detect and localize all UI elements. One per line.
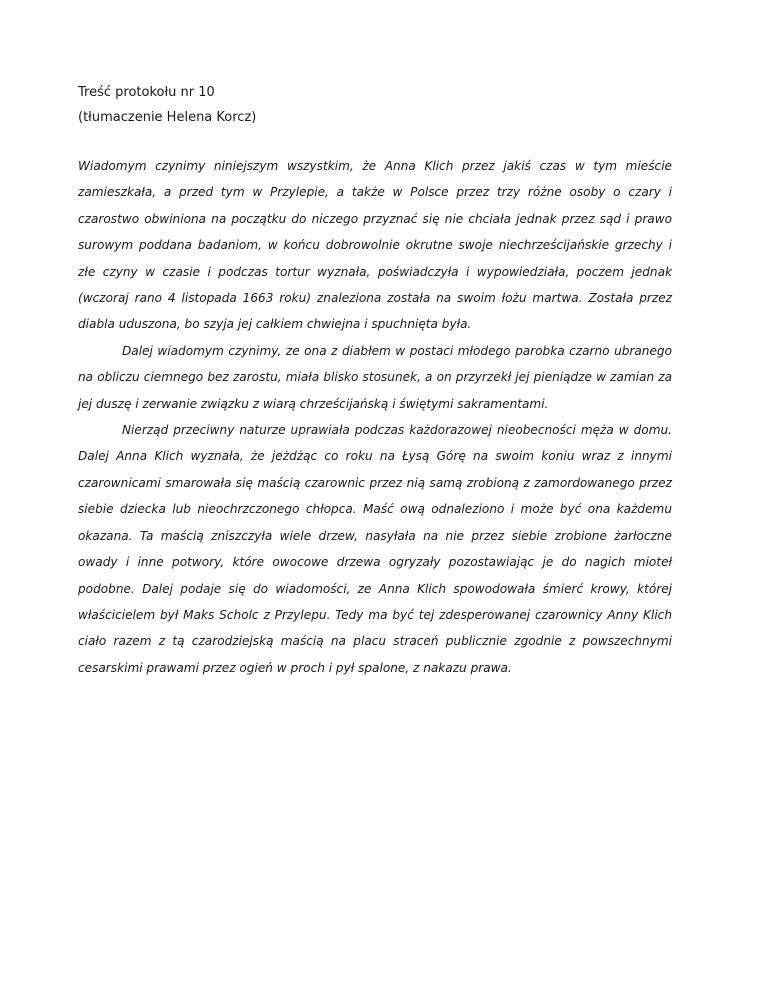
paragraph-2: Dalej wiadomym czynimy, ze ona z diabłem w postaci młodego parobka czarno ubranego na obliczu ciemnego bez zarostu, miała blisko stosunek, a on przyrzekł jej pieniądze w zamian za jej duszę i zerwanie związku z wiarą chrześcijańską i świętymi sakramentami.	[78, 343, 672, 411]
document-page	[78, 80, 672, 681]
translator-note: (tłumaczenie Helena Korcz)	[78, 110, 257, 125]
spacer	[78, 130, 672, 153]
paragraph-3: Nierząd przeciwny naturze uprawiała podczas każdorazowej nieobecności męża w domu. Dalej Anna Klich wyznała, że jeżdżąc co roku na Łysą Górę na swoim koniu wraz z innymi czarownicami smarowała się maścią czarownic przez nią samą zrobioną z zamordowanego przez siebie dziecka lub nieochrzczonego chłopca. Maść ową odnaleziono i może być ona każdemu okazana. Ta maścią zniszczyła wiele drzew, nasyłała na nie przez siebie zrobione żarłoczne owady i inne potwory, które owocowe drzewa ogryzały pozostawiając je do nagich mioteł podobne. Dalej podaje się do wiadomości, ze Anna Klich spowodowała śmierć krowy, której właścicielem był Maks Scholc z Przylepu. Tedy ma być tej zdesperowanej czarownicy Anny Klich ciało razem z tą czarodziejską maścią na placu straceń publicznie zgodnie z powszechnymi cesarskimi prawami przez ogień w proch i pył spalone, z nakazu prawa.	[78, 423, 672, 675]
paragraph-1: Wiadomym czynimy niniejszym wszystkim, że Anna Klich przez jakiś czas w tym mieście zamieszkała, a przed tym w Przylepie, a także w Polsce przez trzy różne osoby o czary i czarostwo obwiniona na początku do niczego przyznać się nie chciała jednak przez sąd i prawo surowym poddana badaniom, w końcu dobrowolnie okrutne swoje niechrześcijańskie grzechy i złe czyny w czasie i podczas tortur wyznała, poświadczyła i wypowiedziała, poczem jednak (wczoraj rano 4 listopada 1663 roku) znaleziona została na swoim łożu martwa. Została przez diabla uduszona, bo szyja jej całkiem chwiejna i spuchnięta była.	[78, 159, 672, 332]
document-title: Treść protokołu nr 10	[78, 85, 215, 100]
